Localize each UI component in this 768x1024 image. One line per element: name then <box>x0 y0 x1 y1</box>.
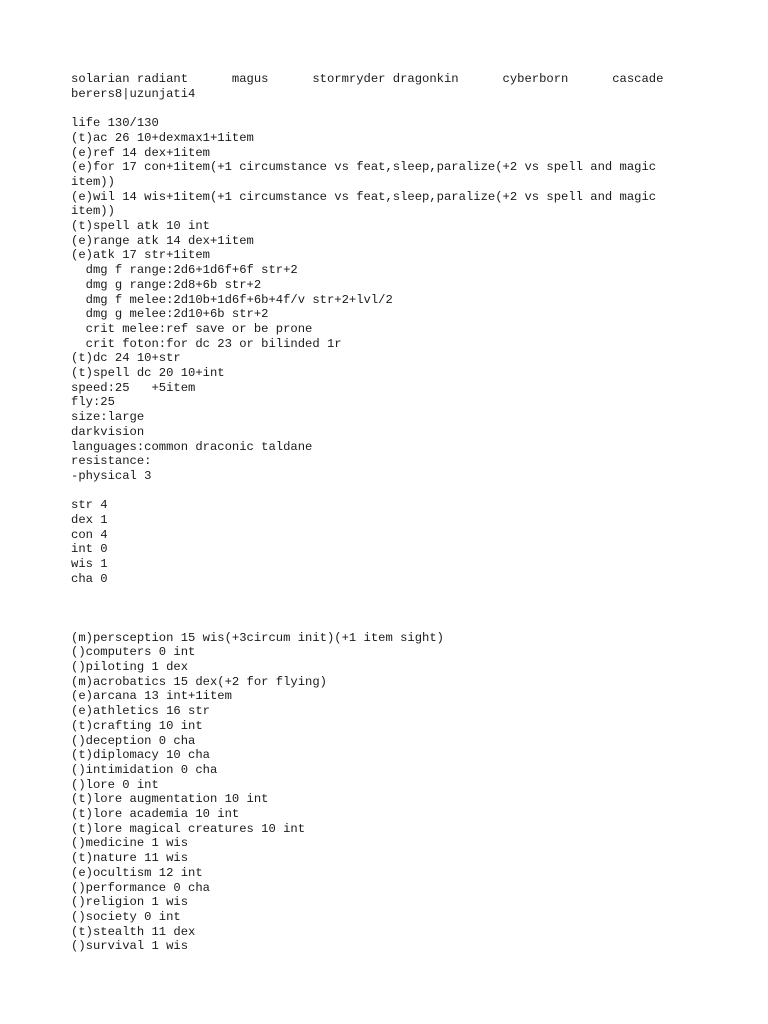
skill-line: (t)lore academia 10 int <box>71 807 240 822</box>
stat-line: crit foton:for dc 23 or bilinded 1r <box>71 336 342 351</box>
stat-line: resistance: <box>71 454 152 469</box>
stat-line: size:large <box>71 410 145 425</box>
stat-line: crit melee:ref save or be prone <box>71 321 313 336</box>
stat-line: item)) <box>71 204 115 219</box>
stats-block <box>71 116 711 484</box>
skill-line: (t)stealth 11 dex <box>71 924 196 939</box>
skill-line: ()survival 1 wis <box>71 939 189 954</box>
ability-line: wis 1 <box>71 557 108 572</box>
skill-line: ()religion 1 wis <box>71 895 189 910</box>
header-player-line: berers8|uzunjati4 <box>71 86 196 101</box>
stat-line: (e)ref 14 dex+1item <box>71 145 210 160</box>
stat-line: dmg g melee:2d10+6b str+2 <box>71 307 269 322</box>
skill-line: (m)persception 15 wis(+3circum init)(+1 item sight) <box>71 630 444 645</box>
skill-line: (m)acrobatics 15 dex(+2 for flying) <box>71 674 327 689</box>
skill-line: ()lore 0 int <box>71 777 159 792</box>
spacer <box>71 601 711 616</box>
spacer <box>71 484 711 499</box>
stat-line: (t)dc 24 10+str <box>71 351 181 366</box>
stat-line: (t)spell atk 10 int <box>71 219 210 234</box>
stat-line: darkvision <box>71 424 145 439</box>
stat-line: (e)wil 14 wis+1item(+1 circumstance vs feat,sleep,paralize(+2 vs spell and magic <box>71 189 657 204</box>
stat-line: languages:common draconic taldane <box>71 439 313 454</box>
stat-line: (e)for 17 con+1item(+1 circumstance vs feat,sleep,paralize(+2 vs spell and magic <box>71 160 657 175</box>
skill-line: (e)arcana 13 int+1item <box>71 689 232 704</box>
stat-line: life 130/130 <box>71 116 159 131</box>
stat-line: dmg f melee:2d10b+1d6f+6b+4f/v str+2+lvl/2 <box>71 292 393 307</box>
spacer <box>71 101 711 116</box>
skill-line: ()intimidation 0 cha <box>71 762 218 777</box>
character-sheet-page <box>71 72 711 954</box>
ability-line: cha 0 <box>71 571 108 586</box>
stat-line: dmg g range:2d8+6b str+2 <box>71 277 262 292</box>
stat-line: (e)range atk 14 dex+1item <box>71 233 254 248</box>
skill-line: (t)crafting 10 int <box>71 718 203 733</box>
skill-line: (t)diplomacy 10 cha <box>71 748 210 763</box>
skill-line: ()piloting 1 dex <box>71 660 189 675</box>
ability-line: str 4 <box>71 498 108 513</box>
stat-line: (t)ac 26 10+dexmax1+1item <box>71 130 254 145</box>
skill-line: (t)lore magical creatures 10 int <box>71 821 306 836</box>
header-classes-line: solarian radiant magus stormryder dragonkin cyberborn cascade <box>71 72 664 86</box>
skills-block <box>71 631 711 954</box>
skill-line: (e)athletics 16 str <box>71 704 210 719</box>
skill-line: (e)ocultism 12 int <box>71 865 203 880</box>
stat-line: (t)spell dc 20 10+int <box>71 366 225 381</box>
skill-line: ()medicine 1 wis <box>71 836 189 851</box>
skill-line: ()computers 0 int <box>71 645 196 660</box>
skill-line: ()performance 0 cha <box>71 880 210 895</box>
abilities-block <box>71 498 711 586</box>
skill-line: ()deception 0 cha <box>71 733 196 748</box>
stat-line: (e)atk 17 str+1item <box>71 248 210 263</box>
stat-line: dmg f range:2d6+1d6f+6f str+2 <box>71 263 298 278</box>
spacer <box>71 616 711 631</box>
skill-line: (t)nature 11 wis <box>71 851 189 866</box>
ability-line: dex 1 <box>71 513 108 528</box>
ability-line: con 4 <box>71 527 108 542</box>
stat-line: speed:25 +5item <box>71 380 196 395</box>
stat-line: item)) <box>71 174 115 189</box>
spacer <box>71 587 711 602</box>
skill-line: (t)lore augmentation 10 int <box>71 792 269 807</box>
stat-line: -physical 3 <box>71 468 152 483</box>
stat-line: fly:25 <box>71 395 115 410</box>
skill-line: ()society 0 int <box>71 910 181 924</box>
ability-line: int 0 <box>71 542 108 557</box>
